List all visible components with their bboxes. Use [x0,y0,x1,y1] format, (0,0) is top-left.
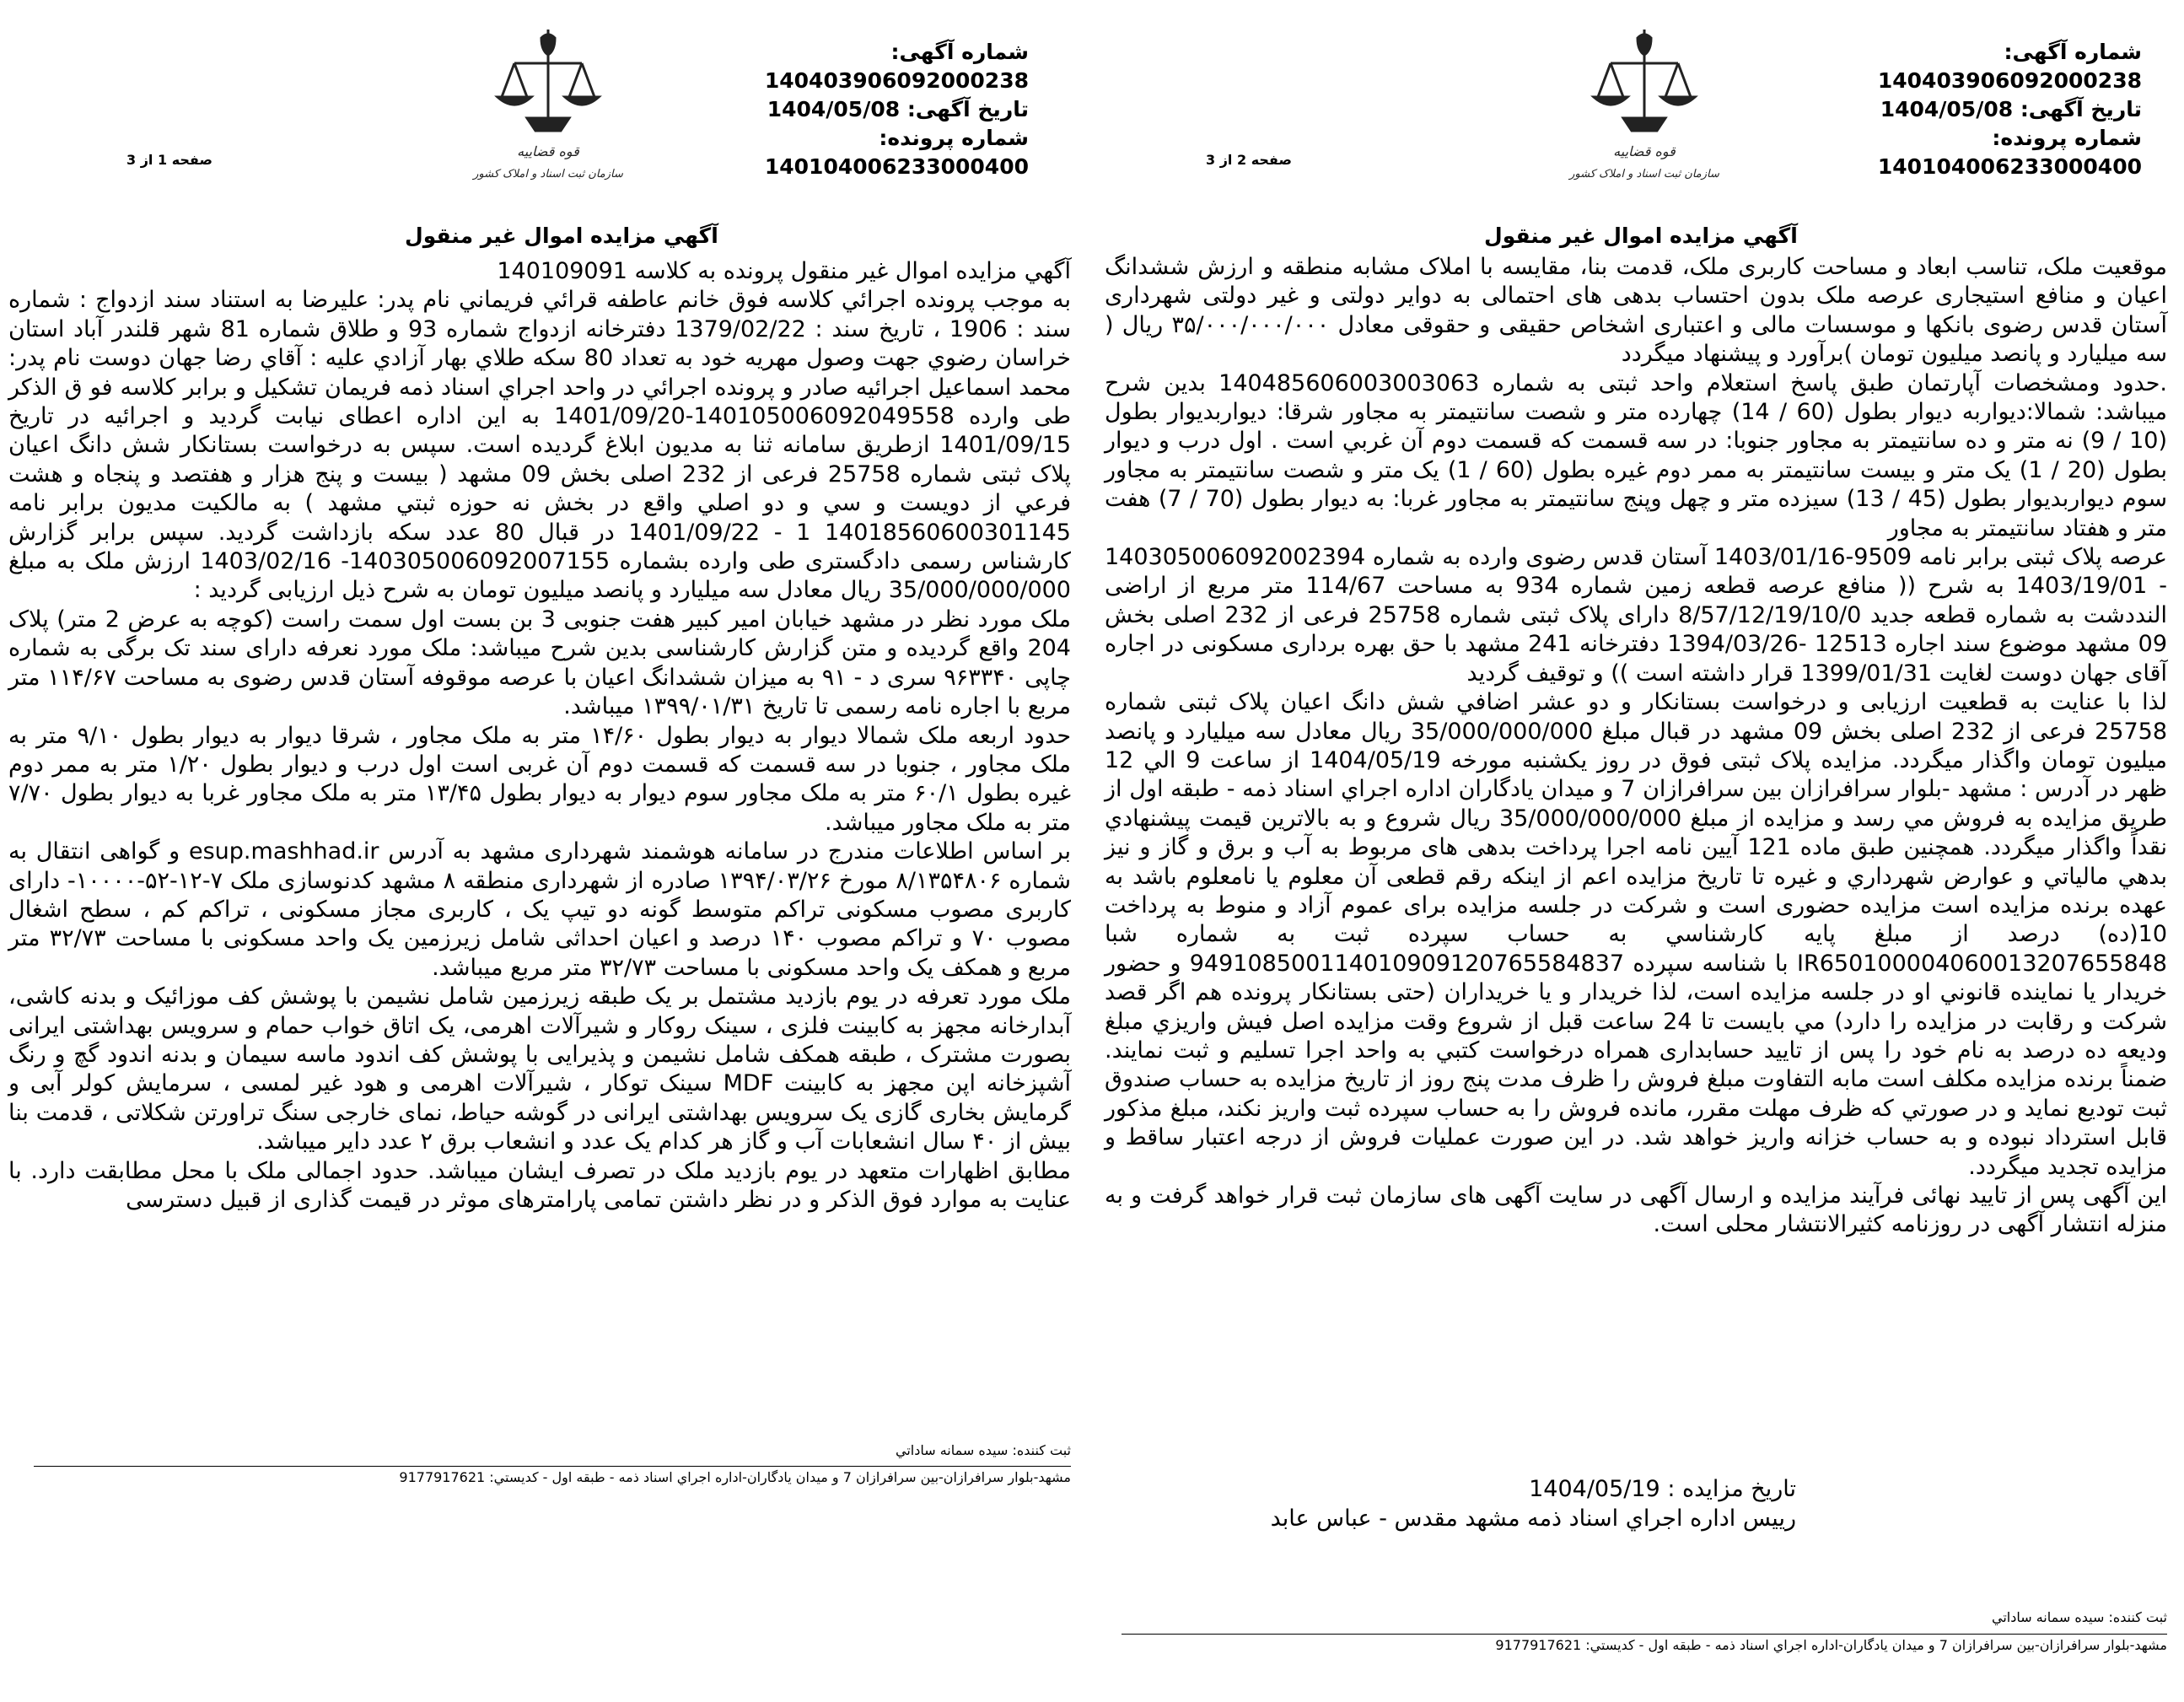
paragraph: اين آگهی پس از تاييد نهائی فرآيند مزايده و ارسال آگهی در سايت آگهی های سازمان ثبت قرار خواهد گرفت و به منزله انتشار آگهی در روزنامه كثيرالانتشار محلی است. [1105,1182,2167,1238]
case-number: شماره پرونده: 140104006233000400 [764,126,1029,179]
page-title: آگهي مزايده اموال غير منقول [405,224,718,248]
ad-number: شماره آگهی: 140403906092000238 [1877,40,2142,93]
ad-date: تاریخ آگهی: 1404/05/08 [1880,97,2142,121]
page-2 [1105,0,2176,1702]
ad-date: تاریخ آگهی: 1404/05/08 [767,97,1029,121]
body-text [8,257,1071,1215]
ad-number: شماره آگهی: 140403906092000238 [764,40,1029,93]
office-address: مشهد-بلوار سرافرازان-بين سرافرازان 7 و ميدان يادگاران-اداره اجراي اسناد ذمه - طبقه اول - كديستي: 9177917621 [399,1469,1071,1485]
paragraph: موقعيت ملک، تناسب ابعاد و مساحت كاربری ملک، قدمت بنا، مقايسه با املاک مشابه منطقه و ارزش ششدانگ اعيان و منافع استيجاری عرصه ملک بدون احتساب بدهی های احتمالی به دواير دولتی و غير دولتی شهرداری آستان قدس رضوی بانكها و موسسات مالی و اعتباری اشخاص حقيقی و حقوقی معادل ۳۵/۰۰۰/۰۰۰/۰۰۰ ريال ( سه ميليارد و پانصد ميليون تومان )برآورد و پيشنهاد ميگردد [1105,254,2167,368]
svg-text:سازمان ثبت اسناد و املاک کشور: سازمان ثبت اسناد و املاک کشور [473,168,623,180]
divider [1122,1634,2167,1635]
paragraph: لذا با عنايت به قطعيت ارزيابی و درخواست بستانكار و دو عشر اضافي شش دانگ اعيان پلاک ثبتی شماره 25758 فرعی از 232 اصلی بخش 09 مشهد در قبال مبلغ 35/000/000/000 ريال معادل سه ميليارد و پانصد ميليون تومان واگذار ميگردد. مزايده پلاک ثبتی فوق در روز يكشنبه مورخه 1404/05/19 از ساعت 9 الي 12 ظهر در آدرس : مشهد -بلوار سرافرازان بين سرافرازان 7 و ميدان يادگاران اداره اجراي اسناد ذمه - طبقه اول از طريق مزايده به فروش مي رسد و مزايده از مبلغ 35/000/000/000 ريال شروع و به بالاترين قيمت پيشنهادي نقداً واگذار ميگردد. همچنين طبق ماده 121 آيين نامه اجرا پرداخت بدهی های مربوط به آب و برق و گاز و نيز بدهي مالياتي و عوارض شهرداري و غيره تا تاريخ مزايده اعم از اينكه رقم قطعی آن معلوم يا نامعلوم باشد به عهده برنده مزايده است مزايده حضوری است و شركت در جلسه مزايده برای عموم آزاد و منوط به پرداخت 10(ده) درصد از مبلغ پايه كارشناسي به حساب سپرده ثبت به شماره شبا IR650100004060013207655848 با شناسه سپرده 949108500114010909120765584837 و حضور خريدار يا نماينده قانوني او در جلسه مزايده است، لذا خريدار و يا خريداران (حتی بستانكار پرونده هم اگر قصد شركت و رقابت در مزايده را دارد) مي بايست تا 24 ساعت قبل از شروع وقت مزايده اصل فيش واريزي مبلغ وديعه ده درصد به نام خود را پس از تاييد حسابداری همراه درخواست كتبي به واحد اجرا تسليم و ثبت نمايند. ضمناً برنده مزايده مكلف است مابه التفاوت مبلغ فروش را ظرف مدت پنج روز از تاريخ مزايده به حساب صندوق ثبت توديع نمايد و در صورتي كه ظرف مهلت مقرر، مانده فروش را به حساب سپرده ثبت واريز نكند، مبلغ مذكور قابل استرداد نبوده و به حساب خزانه واريز خواهد شد. در اين صورت عمليات فروش از درجه اعتبار ساقط و مزايده تجديد ميگردد. [1105,689,2168,1180]
officer-signature: رييس اداره اجراي اسناد ذمه مشهد مقدس - عباس عابد [1270,1505,1796,1532]
auction-date: تاريخ مزايده : 1404/05/19 [1529,1476,1796,1502]
svg-text:سازمان ثبت اسناد و املاک کشور: سازمان ثبت اسناد و املاک کشور [1569,168,1719,180]
page-title: آگهي مزايده اموال غير منقول [1484,224,1798,248]
body-text [1105,253,2167,1240]
registrar: ثبت كننده: سيده سمانه ساداتي [896,1442,1071,1458]
paragraph: .حدود ومشخصات آپارتمان طبق پاسخ استعلام واحد ثبتی به شماره 140485606003003063 بدين شرح ميباشد: شمالا:ديواربه ديوار بطول (60 / 14) چهارده متر و شصت سانتيمتر به مجاور شرقا: ديواربديوار بطول (10 / 9) نه متر و ده سانتيمتر به مجاور جنوبا: در سه قسمت كه قسمت دوم آن غربي است . اول درب و ديوار بطول (20 / 1) يک متر و بيست سانتيمتر به ممر دوم غيره بطول (60 / 1) يک متر و شصت سانتيمتر به مجاور سوم ديواربديوار بطول (45 / 13) سيزده متر و چهل وپنج سانتيمتر به مجاور غربا: به ديوار بطول (70 / 7) هفت متر و هفتاد سانتيمتر به مجاور [1105,369,2168,541]
paragraph: مطابق اظهارات متعهد در يوم بازديد ملک در تصرف ايشان ميباشد. حدود اجمالی ملک با محل مطابقت دارد. با عنايت به موارد فوق الذكر و در نظر داشتن تمامی پارامترهای موثر در قيمت گذاری از قبيل دسترسی [8,1157,1071,1213]
judiciary-emblem-icon [1560,13,1729,181]
case-number: شماره پرونده: 140104006233000400 [1877,126,2142,179]
header-meta [658,38,1029,181]
header-meta [1771,38,2142,181]
registrar: ثبت كننده: سيده سمانه ساداتي [1992,1609,2167,1625]
paragraph: ملک مورد تعرفه در يوم بازديد مشتمل بر يک طبقه زيرزمين شامل نشيمن با پوشش كف موزائيک و بدنه كاشی، آبدارخانه مجهز به كابينت فلزی ، سينک روكار و شيرآلات اهرمی، يک اتاق خواب حمام و سرويس بهداشتی ايرانی بصورت مشترک ، طبقه همكف شامل نشيمن و پذيرايی با پوشش كف اندود ماسه سيمان و بدنه اندود گچ و رنگ آشپزخانه اپن مجهز به كابينت MDF سينک توكار ، شيرآلات اهرمی و هود غير لمسی ، سرمايش كولر آبی و گرمايش بخاری گازی يک سرويس بهداشتی ايرانی در گوشه حياط، نمای خارجی سنگ تراورتن شكلاتی ، قدمت بنا بيش از ۴۰ سال انشعابات آب و گاز هر كدام يک عدد و انشعاب برق ۲ عدد داير ميباشد. [8,983,1071,1155]
page-1 [8,0,1079,1702]
page-number: صفحه 2 از 3 [1206,152,1292,168]
office-address: مشهد-بلوار سرافرازان-بين سرافرازان 7 و ميدان يادگاران-اداره اجراي اسناد ذمه - طبقه اول - كديستي: 9177917621 [1495,1637,2167,1653]
paragraph: به موجب پرونده اجرائي كلاسه فوق خانم عاطفه قرائي فريماني نام پدر: عليرضا به استناد سند ازدواج : شماره سند : 1906 ، تاریخ سند : 1379/02/22 دفترخانه ازدواج شماره 93 و طلاق شماره 81 شهر قلندر آباد استان خراسان رضوي جهت وصول مهريه خود به تعداد 80 سكه طلاي بهار آزادي عليه : آقاي رضا جهان دوست نام پدر: محمد اسماعيل اجرائيه صادر و پرونده اجرائي در واحد اجراي اسناد ذمه فريمان تشكيل و برابر كلاسه فو ق الذكر طی وارده 140105006092049558-1401/09/20 به اين اداره اعطای نيابت گرديد و اجرائيه در تاريخ 1401/09/15 ازطريق سامانه ثنا به مديون ابلاغ گرديده است. سپس به درخواست بستانكار شش دانگ اعيان پلاک ثبتی شماره 25758 فرعی از 232 اصلی بخش 09 مشهد ( بيست و پنج هزار و هفتصد و پنجاه و هشت فرعي از دويست و سي و دو اصلي واقع در بخش نه حوزه ثبتي مشهد ) به مالكيت مديون برابر نامه 14018560600301145 1 - 1401/09/22 در قبال 80 عدد سكه بازداشت گرديد. سپس برابر گزارش كارشناس رسمی دادگستری طی وارده بشماره 140305006092007155- 1403/02/16 ارزش ملک به مبلغ 35/000/000/000 ريال معادل سه ميلیارد و پانصد ميليون تومان به شرح ذيل ارزيابی گرديد : [8,287,1072,604]
paragraph: بر اساس اطلاعات مندرج در سامانه هوشمند شهرداری مشهد به آدرس esup.mashhad.ir و گواهی انتقال به شماره ۸/۱۳۵۴۸۰۶ مورخ ۱۳۹۴/۰۳/۲۶ صادره از شهرداری منطقه ۸ مشهد كدنوسازی ملک ۷-۱۲-۵۲-۱۰۰۰۰- دارای كاربری مصوب مسكونی تراكم متوسط گونه دو تيپ يک ، كاربری مجاز مسكونی ، تراكم كم ، سطح اشغال مصوب ۷۰ و تراكم مصوب ۱۴۰ درصد و اعيان احداثی شامل زيرزمين يک واحد مسكونی با مساحت ۳۲/۷۳ متر مربع و همكف يک واحد مسكونی با مساحت ۳۲/۷۳ متر مربع ميباشد. [8,838,1072,981]
paragraph: ملک مورد نظر در مشهد خيابان امير كبير هفت جنوبی 3 بن بست اول سمت راست (کوچه به عرض 2 متر) پلاک 204 واقع گرديده و متن گزارش كارشناسی بدين شرح ميباشد: ملک مورد نعرفه دارای سند تک برگی به شماره چاپی ۹۶۳۳۴۰ سری د - ۹۱ به ميزان ششدانگ اعيان با عرصه موقوفه آستان قدس رضوی به مساحت ۱۱۴/۶۷ متر مربع با اجاره نامه رسمی تا تاريخ ۱۳۹۹/۰۱/۳۱ ميباشد. [8,606,1072,720]
judiciary-emblem-icon [464,13,632,181]
svg-text:قوه قضاییه: قوه قضاییه [517,143,579,159]
paragraph: حدود اربعه ملک شمالا ديوار به ديوار بطول ۱۴/۶۰ متر به ملک مجاور ، شرقا ديوار به ديوار بطول ۹/۱۰ متر به ملک مجاور ، جنوبا در سه قسمت كه قسمت دوم آن غربی است اول درب و ديوار بطول ۱/۲۰ متر به ممر دوم غيره بطول ۶۰/۱ متر به ملک مجاور سوم ديوار به ديوار بطول ۱۳/۴۵ متر به ملک مجاور غربا به ديوار بطول ۷/۷۰ متر به ملک مجاور ميباشد. [8,722,1072,836]
paragraph: آگهي مزايده اموال غير منقول پرونده به کلاسه 140109091 [497,258,1071,284]
svg-text:قوه قضاییه: قوه قضاییه [1613,143,1676,159]
page-number: صفحه 1 از 3 [126,152,212,168]
divider [34,1466,1071,1467]
paragraph: عرصه پلاک ثبتی برابر نامه 9509-1403/01/16 آستان قدس رضوی وارده به شماره 140305006092002394 - 1403/19/01 به شرح (( منافع عرصه قطعه زمين شماره 934 به مساحت 114/67 متر مربع از اراضی النددشت به شماره قطعه جديد 8/57/12/19/10/0 دارای پلاک ثبتی شماره 25758 فرعی از 232 اصلی بخش 09 مشهد موضوع سند اجاره 12513 -1394/03/26 دفترخانه 241 مشهد با حق بهره برداری مسكونی در اجاره آقای جهان دوست لغايت 1399/01/31 قرار داشته است )) و توقيف گرديد [1105,544,2168,687]
